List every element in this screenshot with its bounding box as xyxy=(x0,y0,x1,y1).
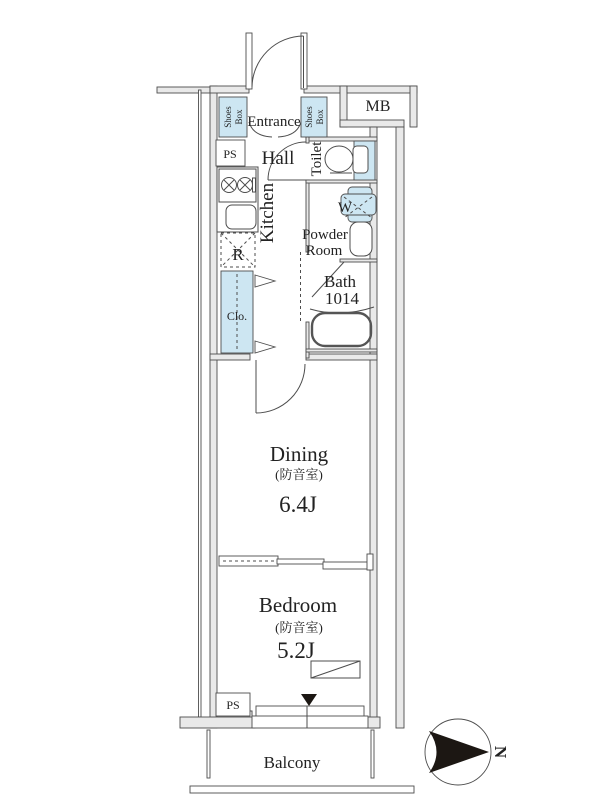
bedroom-note: (防音室) xyxy=(275,620,323,635)
washer-label: W xyxy=(337,200,353,216)
bedroom-size-label: 5.2J xyxy=(277,638,315,663)
refrigerator-label: R xyxy=(232,245,244,264)
wall-dining-top-right xyxy=(306,354,377,360)
bedroom-label: Bedroom xyxy=(258,593,338,617)
bath-size-label: 1014 xyxy=(325,289,359,308)
shoes-box-right-label-1: Shoes xyxy=(304,106,314,128)
wall-outer-left-line xyxy=(199,90,202,717)
balcony-rail-right xyxy=(371,730,374,778)
wall-bottom-left xyxy=(180,717,255,728)
wall-outer-right xyxy=(396,127,404,728)
powder-sink-icon xyxy=(350,222,372,256)
pipe-space-top-label: PS xyxy=(223,147,237,161)
dining-size-label: 6.4J xyxy=(279,492,317,517)
kitchen-label: Kitchen xyxy=(257,182,278,244)
sliding-door-end-stub xyxy=(367,554,373,570)
dining-door-arc-icon xyxy=(256,364,305,413)
window-panel-upper xyxy=(256,706,364,717)
wall-corridor-low xyxy=(306,322,309,358)
entrance-door-arc-icon xyxy=(252,36,304,87)
toilet-room xyxy=(325,141,375,180)
dining-note: (防音室) xyxy=(275,467,323,482)
wall-powder-bottom xyxy=(340,259,377,262)
pipe-space-bottom-label: PS xyxy=(226,698,240,712)
entrance-label: Entrance xyxy=(247,114,301,130)
balcony-label: Balcony xyxy=(263,753,321,772)
shoes-box-left-label-1: Shoes xyxy=(223,106,233,128)
direction-triangle-icon xyxy=(301,694,317,706)
balcony-rail-left xyxy=(207,730,210,778)
toilet-bowl-icon xyxy=(325,146,353,172)
toilet-tank-icon xyxy=(353,146,368,173)
bath-label: Bath xyxy=(323,272,357,291)
wall-mb-top xyxy=(347,86,417,93)
closet-door-arrow-top xyxy=(255,275,275,287)
balcony-window xyxy=(252,706,368,728)
powder-room-label-1: Powder xyxy=(302,227,348,243)
compass xyxy=(425,719,510,785)
kitchen-counter xyxy=(217,167,258,232)
bathtub-icon xyxy=(312,313,371,346)
powder-room-label-2: Room xyxy=(305,243,343,259)
stove-grill xyxy=(253,178,256,192)
balcony-rail-bottom xyxy=(190,786,414,793)
closet-label: Clo. xyxy=(226,309,248,323)
shoes-box-left-label-2: Box xyxy=(234,109,244,125)
meter-box-label: MB xyxy=(365,98,391,115)
wall-neighbor-top-left xyxy=(157,87,213,93)
shoes-box-right-label-2: Box xyxy=(315,109,325,125)
sliding-door-dining-bedroom xyxy=(219,554,373,570)
toilet-label: Toilet xyxy=(309,141,325,177)
wall-dining-top-left xyxy=(210,354,250,360)
wall-top-a xyxy=(210,86,249,93)
wall-bath-bottom xyxy=(306,349,377,352)
dining-label: Dining xyxy=(269,442,329,466)
wall-mb-right xyxy=(410,86,417,127)
wall-mb-bottom xyxy=(340,120,404,127)
hall-label: Hall xyxy=(261,148,295,169)
bath-room xyxy=(310,307,374,346)
sliding-panel-middle xyxy=(277,559,324,564)
dining-door xyxy=(256,360,305,413)
window-panel-lower xyxy=(252,716,368,728)
entrance-door-jamb-left xyxy=(246,33,252,89)
sliding-panel-right xyxy=(323,562,369,569)
wall-toilet-top xyxy=(306,137,377,141)
compass-north-label: N xyxy=(491,745,510,759)
closet-door-arrow-bottom xyxy=(255,341,275,353)
sink-icon xyxy=(226,205,256,229)
wall-unit-left xyxy=(210,86,217,728)
